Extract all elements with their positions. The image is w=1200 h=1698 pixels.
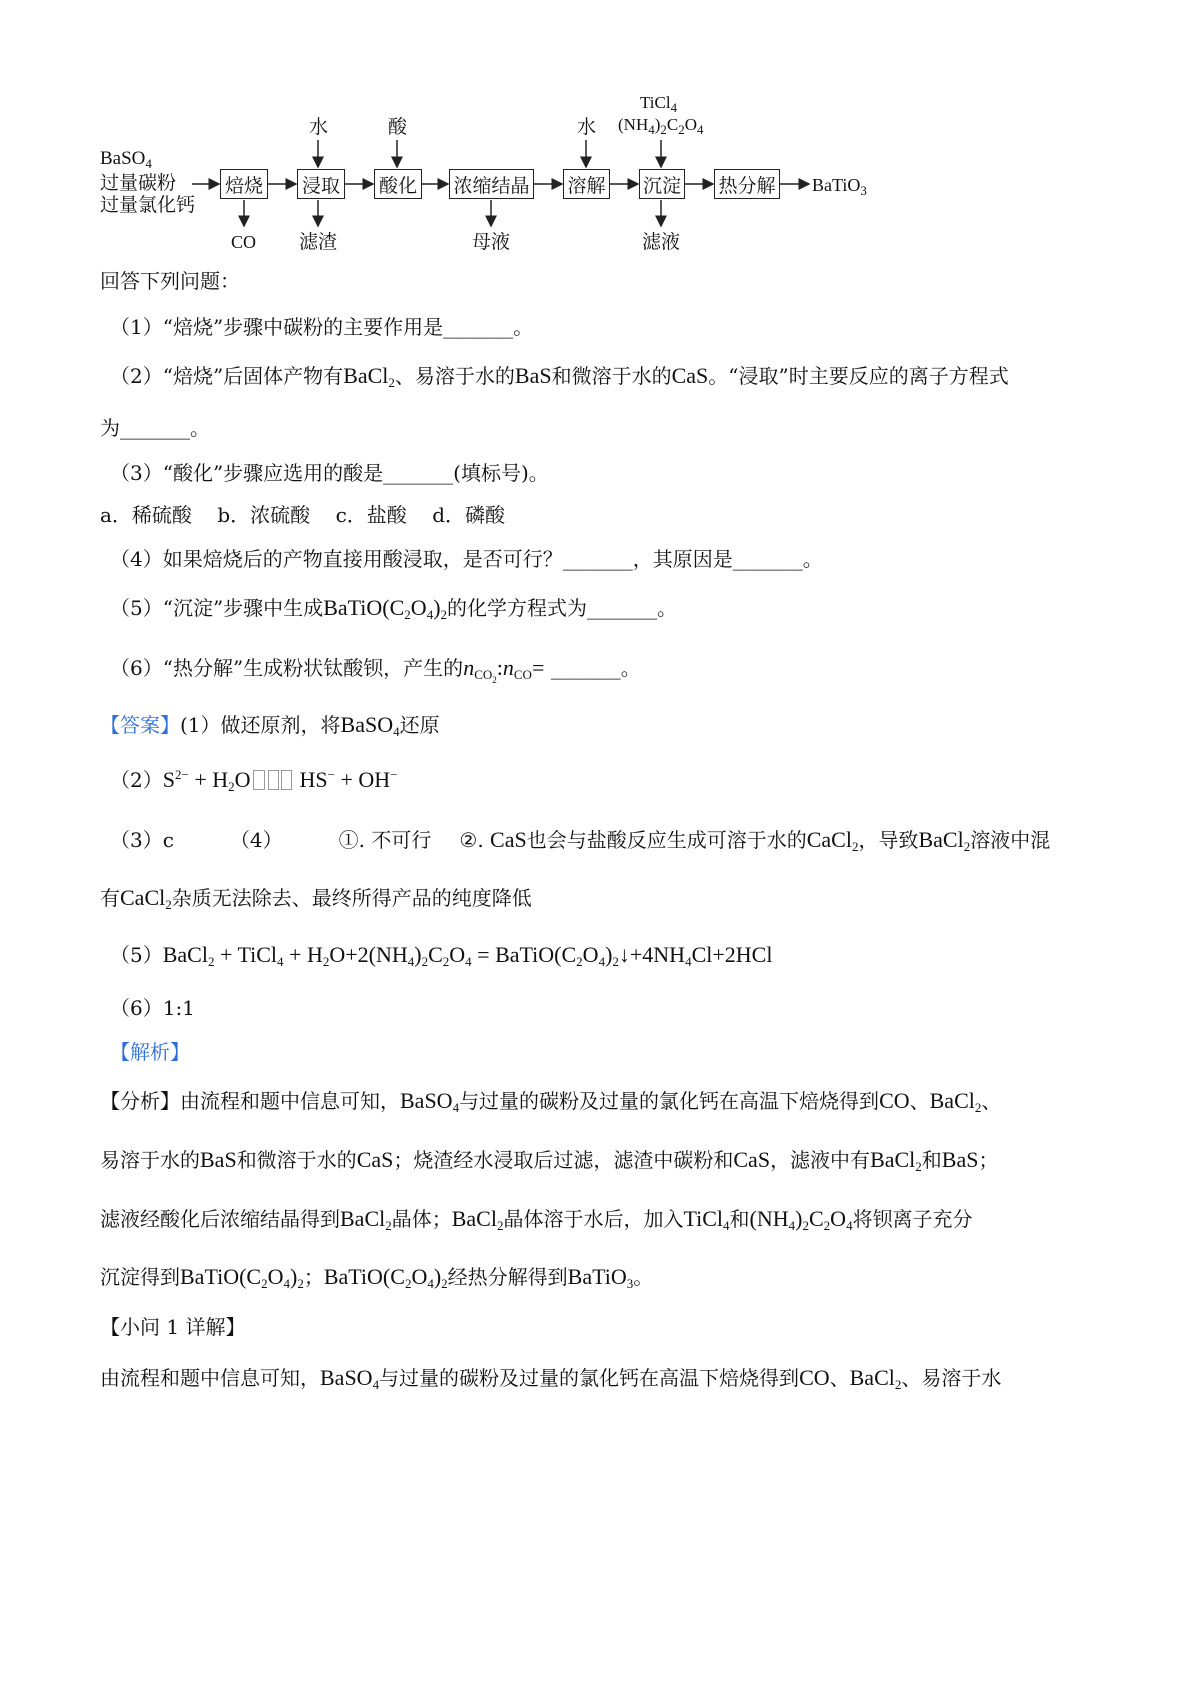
- input-oxalate: $(NH_4)_2C_2O_4$: [618, 115, 704, 137]
- analysis-para-4: 沉淀得到$BaTiO(C_2O_4)_2$；$BaTiO(C_2O_4)_2$经热分解得到BaTiO$_3$。: [100, 1264, 654, 1291]
- input-water-2: 水: [577, 116, 597, 138]
- question-1: （1）“焙烧”步骤中碳粉的主要作用是_______。: [110, 315, 534, 339]
- analysis-para-1: 【分析】由流程和题中信息可知，BaSO$_4$与过量的碳粉及过量的氯化钙在高温下焙烧得到CO、BaCl$_2$、: [100, 1088, 1002, 1115]
- question-3: （3）“酸化”步骤应选用的酸是_______(填标号)。: [110, 461, 549, 485]
- step-acidify: 酸化: [374, 169, 422, 199]
- input-ticl4: TiCl$_4$: [640, 93, 678, 115]
- question-6: （6）“热分解”生成粉状钛酸钡，产生的$n_{CO_2}:n_{CO}=$ _______。: [110, 655, 641, 685]
- analysis-label: 【解析】: [110, 1040, 190, 1064]
- raw-material-cacl2: 过量氯化钙: [100, 194, 196, 216]
- output-co: CO: [231, 232, 257, 252]
- process-flowchart: [100, 92, 960, 277]
- answer-4-cont: 有CaCl$_2$杂质无法除去、最终所得产品的纯度降低: [100, 885, 532, 912]
- input-water-1: 水: [309, 116, 329, 138]
- answer-5: （5）BaCl$_2$ + TiCl$_4$ + $H_2O+2(NH_4)_2C_2O_4$ = $BaTiO(C_2O_4)_2↓+4NH_4Cl+2HCl$: [110, 942, 773, 969]
- step-leach: 浸取: [297, 169, 345, 199]
- subquestion-1-detail: 由流程和题中信息可知，BaSO$_4$与过量的碳粉及过量的氯化钙在高温下焙烧得到CO、BaCl$_2$、易溶于水: [100, 1365, 1002, 1392]
- answer-1: 【答案】(1）做还原剂，将BaSO$_4$还原: [100, 712, 440, 739]
- subquestion-1-label: 【小问 1 详解】: [100, 1315, 246, 1339]
- step-roast: 焙烧: [220, 169, 268, 199]
- input-acid: 酸: [388, 116, 408, 138]
- raw-material-baso4: BaSO$_4$: [100, 148, 152, 171]
- question-5: （5）“沉淀”步骤中生成$BaTiO(C_2O_4)_2$的化学方程式为_______。: [110, 595, 678, 622]
- analysis-para-3: 滤液经酸化后浓缩结晶得到BaCl$_2$晶体；BaCl$_2$晶体溶于水后，加入TiCl$_4$和$(NH_4)_2C_2O_4$将钡离子充分: [100, 1206, 973, 1233]
- step-decompose: 热分解: [714, 169, 780, 199]
- step-concentrate: 浓缩结晶: [449, 169, 534, 199]
- step-precipitate: 沉淀: [639, 169, 685, 199]
- product-batio3: BaTiO$_3$: [812, 175, 867, 198]
- question-2: （2）“焙烧”后固体产物有BaCl$_2$、易溶于水的BaS和微溶于水的CaS。“浸取”时主要反应的离子方程式: [110, 363, 1009, 390]
- question-4: （4）如果焙烧后的产物直接用酸浸取，是否可行？_______，其原因是_______。: [110, 547, 823, 571]
- analysis-para-2: 易溶于水的BaS和微溶于水的CaS；烧渣经水浸取后过滤，滤渣中碳粉和CaS，滤液中有BaCl$_2$和BaS；: [100, 1147, 999, 1174]
- output-filtrate: 滤液: [642, 231, 681, 253]
- answer-6: （6）1:1: [110, 996, 195, 1020]
- raw-material-carbon: 过量碳粉: [100, 172, 177, 194]
- question-3-options: a．稀硫酸 b．浓硫酸 c．盐酸 d．磷酸: [100, 503, 506, 527]
- output-mother-liquor: 母液: [472, 231, 511, 253]
- answer-2: $(2)S^{2-} + H_2O$ HS− + OH−: [110, 767, 398, 794]
- answer-3-4: （3）c （4） ①. 不可行 ②. CaS也会与盐酸反应生成可溶于水的CaCl$_2$，导致BaCl$_2$溶液中混: [110, 827, 1051, 854]
- answer-label: 【答案】: [100, 713, 180, 737]
- step-dissolve: 溶解: [563, 169, 610, 199]
- output-residue: 滤渣: [299, 231, 338, 253]
- question-2-cont: 为_______。: [100, 416, 210, 440]
- questions-intro: 回答下列问题：: [100, 269, 240, 293]
